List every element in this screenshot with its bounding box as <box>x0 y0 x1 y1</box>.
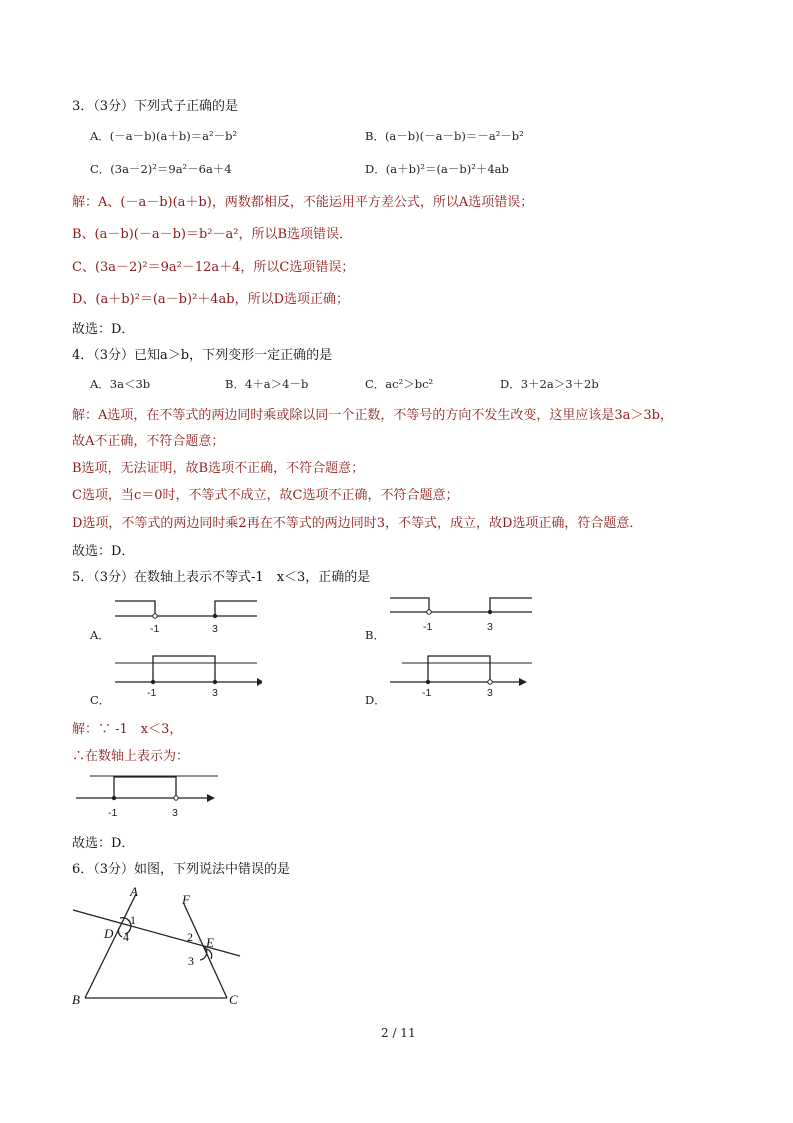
line-ab <box>85 894 136 998</box>
q5-solution-line-2: ∴在数轴上表示为： <box>72 749 190 764</box>
angle-label-2: 2 <box>187 930 193 944</box>
tick-label-3: 3 <box>172 807 178 819</box>
q5-option-c-label: C． <box>90 693 111 707</box>
q5-option-b-number-line <box>388 594 538 638</box>
q5-stem: 5．（3分）在数轴上表示不等式-1 x＜3，正确的是 <box>72 570 371 585</box>
solid-dot-minus-1 <box>426 680 430 684</box>
interval-bracket <box>114 777 176 798</box>
q5-option-d-number-line <box>388 652 538 702</box>
solid-dot-minus-1 <box>151 680 155 684</box>
tick-label-3: 3 <box>487 687 493 699</box>
tick-label-3: 3 <box>487 621 493 633</box>
q3-option-c: C．(3a－2)²＝9a²－6a＋4 <box>90 162 232 176</box>
point-label-f: F <box>182 892 190 907</box>
q4-option-c: C．ac²＞bc² <box>365 377 434 391</box>
q5-solution-number-line <box>74 770 224 822</box>
angle-arc-4 <box>118 928 122 937</box>
interval-right-bracket <box>215 601 257 616</box>
q4-option-d: D．3＋2a＞3＋2b <box>500 377 599 391</box>
q4-solution-line-4: C选项，当c＝0时，不等式不成立，故C选项不正确，不符合题意； <box>72 488 459 503</box>
q5-option-a-number-line <box>112 598 262 638</box>
tick-label-minus-1: -1 <box>150 623 160 635</box>
q3-solution-line-2: B、(a－b)(－a－b)＝b²－a²，所以B选项错误． <box>72 227 353 242</box>
point-label-d: D <box>104 926 114 941</box>
tick-label-3: 3 <box>212 623 218 635</box>
q4-option-b: B．4＋a＞4－b <box>225 377 309 391</box>
q5-answer: 故选：D． <box>72 836 135 851</box>
q3-option-b: B．(a－b)(－a－b)＝－a²－b² <box>365 129 524 143</box>
q4-solution-line-5: D选项，不等式的两边同时乘2再在不等式的两边同时3，不等式，成立，故D选项正确，符合题意． <box>72 516 643 531</box>
interval-left-bracket <box>115 601 155 616</box>
q3-option-d: D．(a＋b)²＝(a－b)²＋4ab <box>365 162 509 176</box>
q4-solution-line-1: 解：A选项，在不等式的两边同时乘或除以同一个正数，不等号的方向不发生改变，这里应该是3a＞3b， <box>72 408 674 423</box>
solid-dot-3 <box>488 610 492 614</box>
q3-solution-line-4: D、(a＋b)²＝(a－b)²＋4ab，所以D选项正确； <box>72 292 350 307</box>
tick-label-minus-1: -1 <box>147 687 157 699</box>
q3-option-a: A．(－a－b)(a＋b)＝a²－b² <box>90 129 238 143</box>
tick-label-3: 3 <box>212 687 218 699</box>
q4-option-a: A．3a＜3b <box>90 377 151 391</box>
interval-right-bracket <box>490 598 532 612</box>
point-label-b: B <box>72 992 80 1007</box>
q4-solution-line-2: 故A不正确，不符合题意； <box>72 434 225 449</box>
open-dot-3 <box>174 796 178 800</box>
q3-stem: 3．（3分）下列式子正确的是 <box>72 99 239 114</box>
q5-option-c-number-line <box>112 652 262 702</box>
solid-dot-3 <box>213 614 217 618</box>
angle-label-4: 4 <box>123 930 129 944</box>
q3-solution-line-1: 解：A、(－a－b)(a＋b)，两数都相反，不能运用平方差公式，所以A选项错误； <box>72 195 534 210</box>
q5-option-d-label: D． <box>365 693 386 707</box>
angle-label-1: 1 <box>130 913 136 927</box>
q3-solution-line-3: C、(3a－2)²＝9a²－12a＋4，所以C选项错误； <box>72 260 355 275</box>
q4-solution-line-3: B选项，无法证明，故B选项不正确，不符合题意； <box>72 461 365 476</box>
open-dot-3 <box>488 680 492 684</box>
tick-label-minus-1: -1 <box>108 807 118 819</box>
point-label-e: E <box>206 935 214 950</box>
angle-label-3: 3 <box>188 954 194 968</box>
page-number: 2 / 11 <box>381 1026 416 1040</box>
q3-answer: 故选：D． <box>72 322 135 337</box>
q4-answer: 故选：D． <box>72 544 135 559</box>
point-label-c: C <box>229 992 238 1007</box>
interval-bracket <box>428 656 490 682</box>
axis-arrow <box>257 678 262 686</box>
axis-arrow <box>519 678 527 686</box>
solid-dot-3 <box>213 680 217 684</box>
tick-label-minus-1: -1 <box>422 687 432 699</box>
q5-solution-line-1: 解：∵ -1 x＜3， <box>72 722 183 737</box>
q5-option-b-label: B． <box>365 628 385 642</box>
q6-geometry-figure <box>70 884 250 1010</box>
q5-option-a-label: A． <box>90 628 110 642</box>
open-dot-minus-1 <box>427 610 431 614</box>
solid-dot-minus-1 <box>112 796 116 800</box>
point-label-a: A <box>130 884 138 899</box>
open-dot-minus-1 <box>153 614 157 618</box>
tick-label-minus-1: -1 <box>423 621 433 633</box>
axis-arrow <box>207 794 215 802</box>
interval-bracket <box>153 656 215 682</box>
interval-left-bracket <box>390 598 429 612</box>
q6-stem: 6．（3分）如图，下列说法中错误的是 <box>72 862 291 877</box>
transversal-de <box>73 910 240 956</box>
q4-stem: 4．（3分）已知a＞b，下列变形一定正确的是 <box>72 348 333 363</box>
